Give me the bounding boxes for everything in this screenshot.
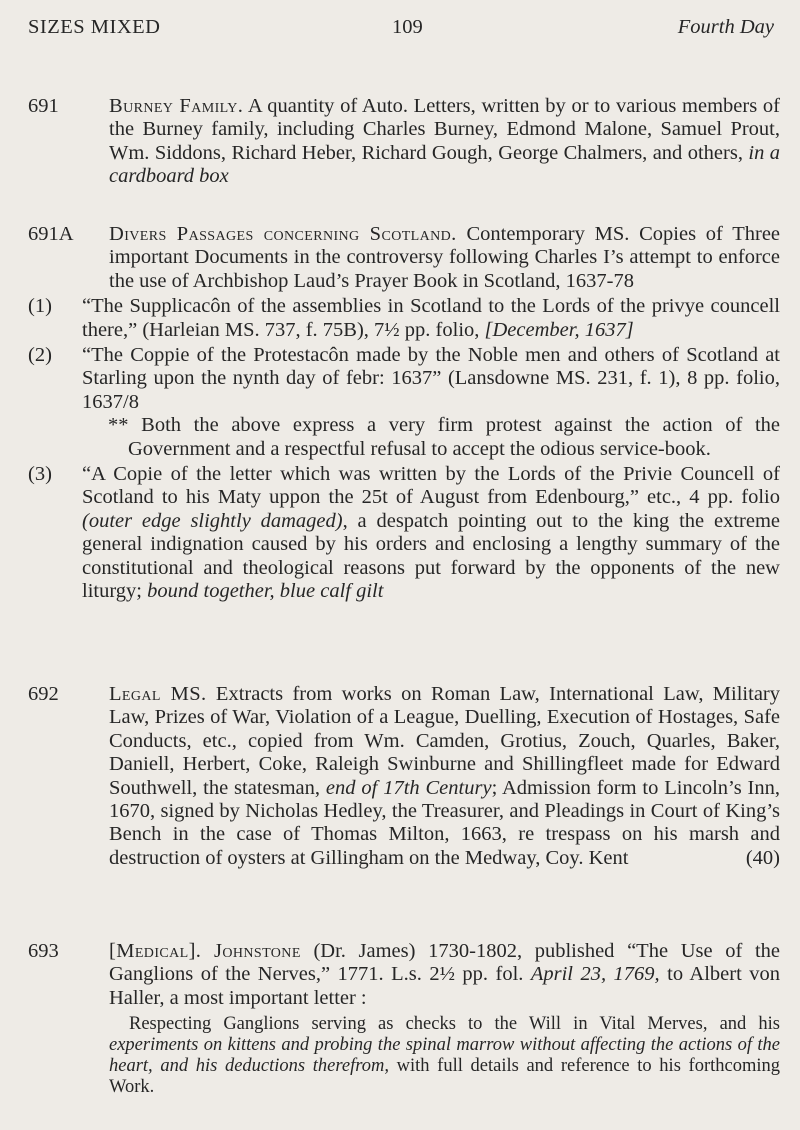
note	[108, 414, 781, 461]
lot-number: 691A	[28, 223, 74, 245]
lot-text-2: ; Admission form to Lincoln’s Inn, 1670, signed by Nicholas Hedley, the Treasurer, and Pleadings in Court of King’s Bench in the case of Thomas Milton, 1663, re trespass on his marsh and destruction of oysters at Gillingham on the Medway, Coy. Kent	[109, 776, 781, 869]
sub-item-text-2: , a despatch pointing out to the king the extreme general indignation caused by his orders and enclosing a lengthy summary of the constitutional and theological reasons put forward by the opponents of the new liturgy;	[82, 509, 780, 603]
running-header	[28, 16, 774, 46]
sub-item-label: (1)	[28, 295, 52, 318]
lot-text: Extracts from works on Roman Law, International Law, Military Law, Prizes of War, Violation of a League, Duelling, Execution of Hostages, Safe Conducts, etc., copied from Wm. Camden, Grotius, Zouch, Quarles, Baker, Daniell, Herbert, Coke, Raleigh Swinburne and Shillingfleet made for Edward Southwell, the statesman,	[109, 683, 780, 799]
lot-quote	[109, 1014, 780, 1098]
quote-text-2: with full details and reference to his forthcoming Work.	[109, 1056, 780, 1098]
quote-text: Respecting Ganglions serving as checks to the Will in Vital Merves, and his	[129, 1014, 780, 1035]
sub-item-label: (3)	[28, 463, 52, 486]
lot-title: Legal MS.	[109, 683, 207, 705]
sub-item-binding: bound together, blue calf gilt	[147, 580, 384, 603]
note-text: Both the above express a very firm protest against the action of the Government and a respectful refusal to accept the odious service-book.	[128, 414, 781, 460]
note-mark: **	[108, 414, 129, 437]
lot-text: Contemporary MS. Copies of Three important Documents in the controversy following Charles I’s attempt to enforce the use of Archbishop Laud’s Prayer Book in Scotland, 1637-78	[109, 223, 781, 292]
sub-item-3	[28, 463, 780, 603]
lot-date: end of 17th Century	[325, 776, 492, 799]
sub-item-text: “A Copie of the letter which was written by the Lords of the Privie Councell of Scotland to his Maty uppon the 25t of August from Edenbourg,” etc., 4 pp. folio	[82, 463, 780, 509]
lot-title: Burney Family.	[109, 95, 244, 117]
header-section-title: SIZES MIXED	[28, 16, 161, 38]
lot-text: (Dr. James) 1730-1802, published “The Use of the Ganglions of the Nerves,” 1771. L.s. 2½ pp. fol.	[109, 940, 781, 986]
lot-category: [Medical].	[109, 940, 202, 962]
header-day: Fourth Day	[677, 16, 774, 38]
lot-description	[109, 95, 780, 189]
lot-description	[109, 223, 780, 293]
lot-text: A quantity of Auto. Letters, written by or to various members of the Burney family, including Charles Burney, Edmond Malone, Samuel Prout, Wm. Siddons, Richard Heber, Richard Gough, George Chalmers, and others,	[109, 95, 780, 164]
sub-item-1	[28, 295, 780, 342]
lot-text-2: to Albert von Haller, a most important letter :	[109, 963, 781, 1009]
sub-item-2	[28, 344, 780, 414]
lot-691	[28, 95, 780, 189]
lot-691a	[28, 223, 780, 604]
lot-description	[109, 940, 780, 1098]
lot-number: 691	[28, 95, 59, 117]
lot-title: Johnstone	[214, 940, 301, 962]
lot-693	[28, 940, 780, 1098]
lot-condition: in a cardboard box	[109, 141, 780, 188]
sub-item-text: “The Supplicacôn of the assemblies in Scotland to the Lords of the privye councell there,” (Harleian MS. 737, f. 75B), 7½ pp. folio,	[82, 295, 780, 341]
lot-price: (40)	[745, 846, 780, 869]
lot-number: 693	[28, 940, 59, 962]
sub-item-condition: (outer edge slightly damaged)	[82, 509, 343, 532]
sub-item-label: (2)	[28, 344, 52, 367]
sub-item-text: “The Coppie of the Protestacôn made by the Noble men and others of Scotland at Starling upon the nynth day of febr: 1637” (Lansdowne MS. 231, f. 1), 8 pp. folio, 1637/8	[82, 344, 780, 413]
lot-number: 692	[28, 683, 59, 705]
page-number: 109	[392, 16, 423, 38]
lot-date: April 23, 1769,	[530, 963, 660, 986]
lot-description	[109, 683, 780, 870]
sub-item-date: [December, 1637]	[484, 318, 634, 341]
lot-692	[28, 683, 780, 870]
quote-italic: experiments on kittens and probing the spinal marrow without affecting the actions of the heart, and his deductions therefrom,	[109, 1035, 780, 1077]
lot-title: Divers Passages concerning Scotland.	[109, 223, 457, 245]
